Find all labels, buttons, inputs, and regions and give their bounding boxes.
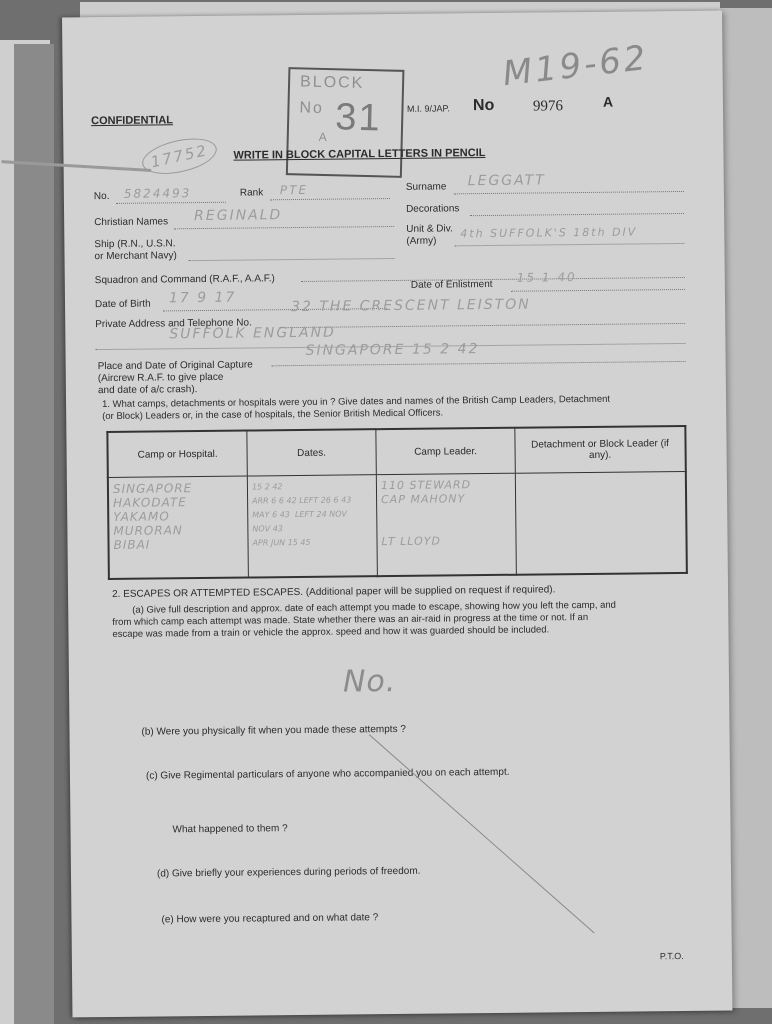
q2-title: 2. ESCAPES OR ATTEMPTED ESCAPES. (Additional paper will be supplied on request if required). (112, 584, 556, 600)
form-suffix: A (602, 93, 614, 110)
unit-label-2: (Army) (406, 235, 437, 247)
camps-cell (108, 476, 249, 579)
q1-text-1: 1. What camps, detachments or hospitals were you in ? Give dates and names of the British Camp Leaders, Detachment (102, 393, 611, 411)
no-field-line (116, 202, 226, 204)
camps-table (106, 425, 688, 580)
capture-value: SINGAPORE 15 2 42 (305, 341, 480, 359)
decorations-label: Decorations (405, 203, 460, 215)
christian-names-label: Christian Names (94, 216, 169, 229)
ship-label-2: or Merchant Navy) (94, 250, 177, 263)
capture-label-3: and date of a/c crash). (97, 384, 198, 397)
q2-answer: No. (342, 663, 397, 700)
surname-value: LEGGATT (467, 172, 546, 190)
christian-names-value: REGINALD (194, 207, 283, 225)
squadron-label: Squadron and Command (R.A.F., A.A.F.) (94, 273, 275, 287)
stamp-block-text: BLOCK (299, 73, 365, 92)
q2-c2-text: What happened to them ? (172, 823, 288, 836)
dob-label: Date of Birth (94, 298, 151, 311)
surname-line (454, 191, 684, 194)
no-field-label: No. (93, 190, 110, 203)
form-number: 9976 (532, 98, 564, 115)
capture-label-1: Place and Date of Original Capture (97, 359, 253, 373)
capture-line (272, 361, 686, 366)
confidential-label: CONFIDENTIAL (91, 114, 174, 128)
q2-a-text-1: (a) Give full description and approx. date of each attempt you made to escape, showing how you left the camp, and (132, 599, 616, 616)
capture-label-2: (Aircrew R.A.F. to give place (97, 371, 224, 385)
q2-a-text-3: escape was made from a train or vehicle the approx. speed and how it was guarded should be included. (112, 624, 550, 640)
camps-table-header-row (107, 426, 685, 478)
q2-c-text: (c) Give Regimental particulars of anyone who accompanied you on each attempt. (145, 766, 510, 782)
leaders-list: 110 STEWARD CAP MAHONY LT LLOYD (380, 478, 472, 549)
q1-text-2: (or Block) Leaders or, in the case of hospitals, the Senior British Medical Officers. (102, 407, 444, 423)
rank-line (270, 198, 390, 200)
q2-b-text: (b) Were you physically fit when you made these attempts ? (141, 723, 406, 738)
address-value-2: SUFFOLK ENGLAND (169, 324, 336, 343)
enlistment-label: Date of Enlistment (410, 278, 493, 291)
ship-label-1: Ship (R.N., U.S.N. (94, 238, 176, 251)
ship-line (189, 258, 395, 261)
no-label: No (472, 96, 495, 115)
enlistment-line (511, 289, 685, 292)
mi-ref: M.I. 9/JAP. (406, 103, 450, 114)
camps-list: SINGAPORE HAKODATE YAKAMO MURORAN BIBAI (112, 481, 193, 552)
stamp-number: 31 (334, 96, 383, 140)
address-label: Private Address and Telephone No. (95, 317, 252, 331)
header-camp-or-hospital: Camp or Hospital. (107, 431, 247, 478)
rank-label: Rank (239, 187, 264, 199)
unit-value: 4th SUFFOLK'S 18th DIV (460, 225, 638, 241)
q2-a-text-2: from which camp each attempt was made. State whether there was an air-raid in progress at the time or not. If an (112, 611, 589, 628)
dates-list: 15 2 42 ARR 6 6 42 LEFT 26 6 43 MAY 6 43 LEFT 24 NOV NOV 43 APR JUN 15 45 (251, 482, 352, 548)
address-line-1 (279, 323, 685, 328)
block-stamp (286, 67, 405, 178)
header-detachment-leader: Detachment or Block Leader (if any). (515, 426, 686, 473)
dates-cell (247, 475, 377, 578)
dob-value: 17 9 17 (168, 289, 237, 307)
header-camp-leader: Camp Leader. (376, 428, 515, 475)
unit-line (454, 243, 684, 246)
circled-number: 17752 (139, 132, 220, 180)
address-value-1: 32 THE CRESCENT LEISTON (290, 296, 531, 316)
detachment-list (520, 476, 681, 478)
pencil-reference: M19-62 (500, 37, 651, 95)
q2-d-text: (d) Give briefly your experiences during periods of freedom. (156, 865, 421, 880)
detachment-cell (515, 471, 687, 574)
surname-label: Surname (405, 181, 447, 193)
stamp-a-text: A (318, 129, 329, 145)
q2-e-text: (e) How were you recaptured and on what date ? (161, 912, 379, 926)
pencil-diagonal-line (369, 734, 595, 933)
stamp-no-text: No (299, 99, 325, 117)
leaders-cell (376, 473, 516, 576)
unit-label-1: Unit & Div. (406, 223, 453, 235)
table-row (108, 471, 687, 579)
rank-value: PTE (279, 182, 309, 198)
instruction-title: WRITE IN BLOCK CAPITAL LETTERS IN PENCIL (233, 147, 486, 162)
folder-edge (14, 44, 54, 1024)
christian-names-line (174, 226, 394, 229)
enlistment-value: 15 1 40 (516, 270, 577, 285)
pto-label: P.T.O. (659, 950, 684, 962)
decorations-line (470, 213, 684, 216)
header-dates: Dates. (247, 429, 376, 476)
form-sheet (62, 11, 732, 1018)
no-field-value: 5824493 (123, 186, 192, 201)
